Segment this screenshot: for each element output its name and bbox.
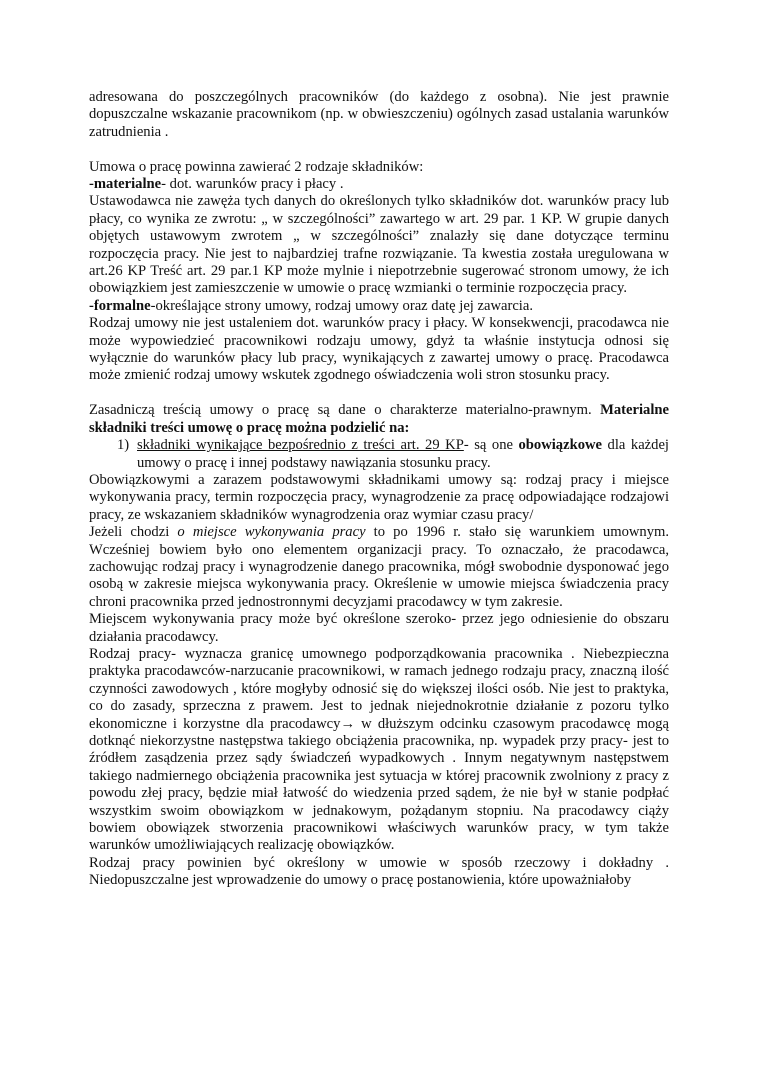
paragraph-material — [89, 176, 669, 193]
work-type-pre: Rodzaj pracy- wyznacza granicę umownego podporządkowania pracownika . Niebezpieczna praktyka pracodawców-narzucanie pracownikowi, w ramach jednego rodzaju pracy, znaczną ilość czynności zawodowych , które mogłyby odnosić się do większej ilości osób. Nie jest to praktyka, co do zasady, sprzeczna z prawem. Jest to jednak niejednokrotnie działanie z pozoru tylko ekonomiczne i korzystne dla pracodawcy — [89, 645, 669, 732]
paragraph-addressed: adresowana do poszczególnych pracowników (do każdego z osobna). Nie jest prawnie dopuszczalne wskazanie pracownikom (np. w obwieszczeniu) ogólnych zasad ustalania warunków zatrudnienia . — [89, 89, 669, 140]
paragraph-workplace — [89, 524, 669, 611]
paragraph-mandatory: Obowiązkowymi a zarazem podstawowymi składnikami umowy są: rodzaj pracy i miejsce wykonywania pracy, termin rozpoczęcia pracy, wynagrodzenie za pracę odpowiadające rodzajowi pracy, ze wskazaniem składników wynagrodzenia oraz wymiar czasu pracy/ — [89, 471, 669, 523]
list-item-bold: obowiązkowe — [518, 437, 603, 454]
work-type-rest: w dłuższym odcinku czasowym pracodawcę mogą dotknąć niekorzystne następstwa takiego obciążenia pracownika, np. wypadek przy pracy- jest to źródłem zasądzenia przez sądy świadczeń wypadkowych . Innym negatywnym następstwem takiego nadmiernego obciążenia pracownika jest sytuacja w której pracownik zwolniony z pracy z powodu złej pracy, będzie miał łatwość do wiedzenia przed sądem, że nie był w stanie podpłać wszystkim swoim obowiązkom w jednakowym, pożądanym stopniu. Na pracodawcy ciąży bowiem obowiązek stworzenia pracownikowi właściwych warunków pracy, w tym także warunków umożliwiających realizację obowiązków. — [89, 715, 669, 854]
list-item — [117, 437, 669, 472]
paragraph-components-intro: Umowa o pracę powinna zawierać 2 rodzaje składników: — [89, 158, 424, 175]
document-page — [89, 89, 669, 890]
numbered-list — [89, 437, 669, 472]
list-item-mid: - są one — [463, 437, 519, 454]
paragraph-contract-type: Rodzaj umowy nie jest ustaleniem dot. warunków pracy i płacy. W konsekwencji, pracodawca nie może wypowiedzieć pracownikowi rodzaju umowy, gdyż ta właśnie instytucja odnosi się wyłącznie do warunków płacy lub pracy, wynikających z zawartej umowy o pracę. Pracodawca może zmienić rodzaj umowy wskutek zgodnego oświadczenia woli stron stosunku pracy. — [89, 315, 669, 384]
paragraph-legislator: Ustawodawca nie zawęża tych danych do określonych tylko składników dot. warunków pracy lub płacy, co wynika ze zwrotu: „ w szczególności” zawartego w art. 29 par. 1 KP. W grupie danych objętych ustawowym zwrotem „ w szczególności” znalazły się dane dotyczące terminu rozpoczęcia pracy. Nie jest to najbardziej trafne rozwiązanie. Ta kwestia została uregulowana w art.26 KP Treść art. 29 par.1 KP może mylnie i niepotrzebnie sugerować stronom umowy, że ich obowiązkiem jest zamieszczenie w umowie o pracę wzmianki o terminie rozpoczęcia pracy. — [89, 193, 669, 297]
arrow-right-icon: → — [340, 715, 356, 732]
term-formal: -formalne — [89, 297, 151, 314]
paragraph-work-type — [89, 646, 669, 855]
essential-content-bold: Materialne składniki treści umowę o pracę można podzielić na: — [89, 402, 669, 436]
list-number: 1) — [117, 437, 130, 454]
list-item-underlined: składniki wynikające bezpośrednio z treści art. 29 KP — [137, 437, 464, 454]
essential-content-text: Zasadniczą treścią umowy o pracę są dane o charakterze materialno-prawnym. — [89, 402, 601, 419]
list-item-rest: dla każdej umowy o pracę i innej podstawy nawiązania stosunku pracy. — [137, 437, 669, 471]
workplace-pre: Jeżeli chodzi — [89, 524, 178, 541]
paragraph-workplace-scope: Miejscem wykonywania pracy może być określone szeroko- przez jego odniesienie do obszaru działania pracodawcy. — [89, 611, 669, 645]
paragraph-formal — [89, 298, 669, 315]
term-material: -materialne — [89, 176, 162, 193]
formal-definition: -określające strony umowy, rodzaj umowy oraz datę jej zawarcia. — [150, 297, 533, 314]
blank-line — [89, 385, 669, 402]
workplace-italic: o miejsce wykonywania pracy — [177, 524, 366, 541]
paragraph-essential-content — [89, 402, 669, 437]
blank-line — [89, 141, 669, 158]
material-definition: - dot. warunków pracy i płacy . — [161, 176, 344, 193]
paragraph-work-type-definition: Rodzaj pracy powinien być określony w umowie w sposób rzeczowy i dokładny . Niedopuszczalne jest wprowadzenie do umowy o pracę postanowienia, które upoważniałoby — [89, 854, 669, 889]
workplace-rest: to po 1996 r. stało się warunkiem umownym. Wcześniej bowiem było ono elementem organizacji pracy. To oznaczało, że pracodawca, zachowując rodzaj pracy i wynagrodzenie danego pracownika, mógł swobodnie dysponować jego osobą w zakresie miejsca wykonywania pracy. Określenie w umowie miejsca świadczenia pracy chroni pracownika przed jednostronnymi decyzjami pracodawcy w tym zakresie. — [89, 524, 669, 610]
